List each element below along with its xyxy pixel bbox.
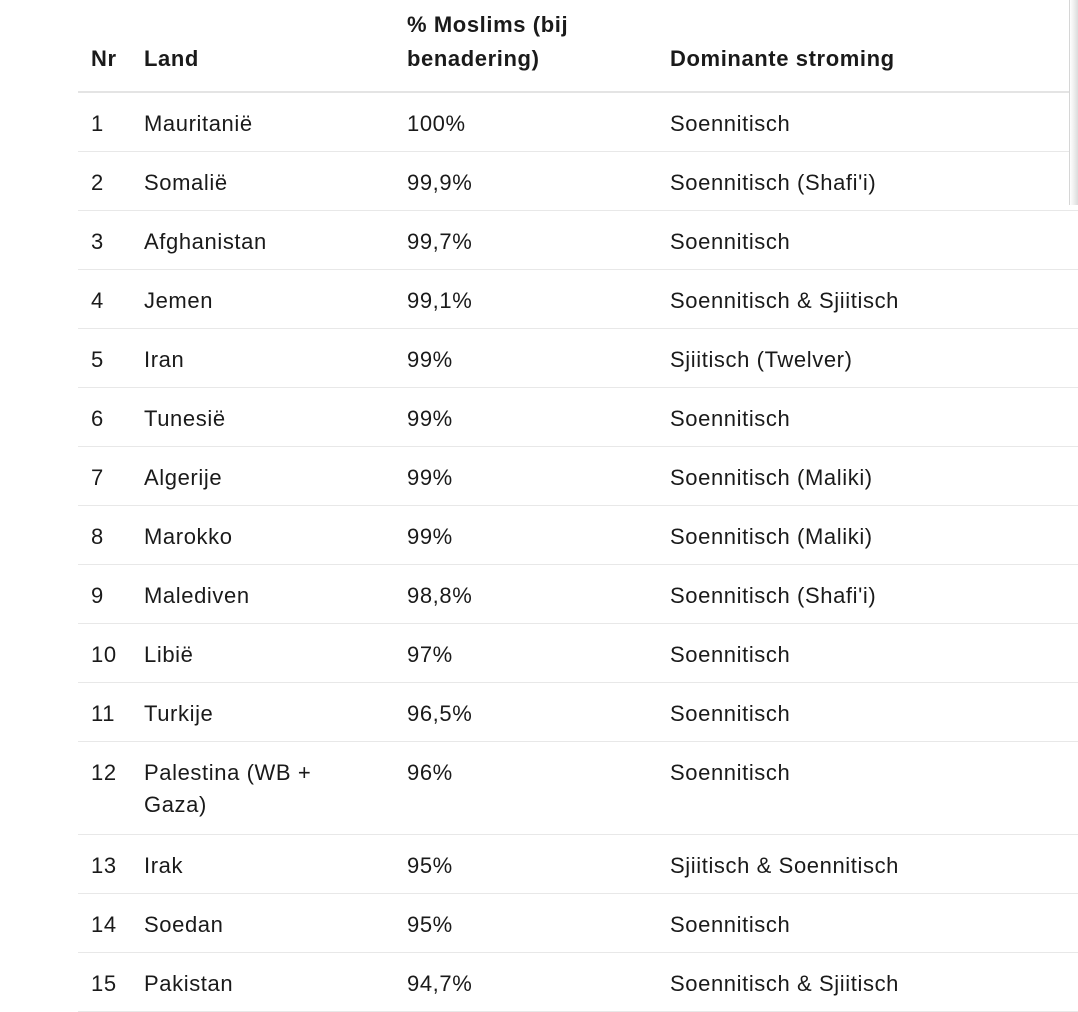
cell-percentage: 100% xyxy=(407,92,670,151)
table-row xyxy=(78,151,1078,210)
cell-percentage: 99,9% xyxy=(407,151,670,210)
cell-percentage: 99% xyxy=(407,328,670,387)
cell-dominant-stream: Soennitisch (Shafi'i) xyxy=(670,564,1078,623)
table-row xyxy=(78,328,1078,387)
table-row xyxy=(78,505,1078,564)
cell-percentage: 96,5% xyxy=(407,682,670,741)
cell-land: Tunesië xyxy=(144,387,407,446)
cell-nr: 11 xyxy=(78,682,144,741)
cell-land: Irak xyxy=(144,834,407,893)
header-nr: Nr xyxy=(78,0,144,92)
cell-dominant-stream: Soennitisch xyxy=(670,623,1078,682)
cell-land: Palestina (WB + Gaza) xyxy=(144,741,407,834)
muslim-countries-table xyxy=(78,0,1078,1012)
cell-dominant-stream: Soennitisch xyxy=(670,92,1078,151)
cell-land: Libië xyxy=(144,623,407,682)
cell-percentage: 99% xyxy=(407,387,670,446)
cell-percentage: 99,7% xyxy=(407,210,670,269)
cell-nr: 12 xyxy=(78,741,144,834)
table-row xyxy=(78,952,1078,1011)
cell-land: Marokko xyxy=(144,505,407,564)
cell-percentage: 98,8% xyxy=(407,564,670,623)
cell-nr: 4 xyxy=(78,269,144,328)
cell-dominant-stream: Soennitisch (Shafi'i) xyxy=(670,151,1078,210)
table-scroll-container[interactable] xyxy=(78,0,900,1000)
cell-percentage: 95% xyxy=(407,893,670,952)
cell-percentage: 94,7% xyxy=(407,952,670,1011)
cell-nr: 2 xyxy=(78,151,144,210)
cell-percentage: 99,1% xyxy=(407,269,670,328)
cell-nr: 3 xyxy=(78,210,144,269)
cell-dominant-stream: Soennitisch & Sjiitisch xyxy=(670,952,1078,1011)
header-land: Land xyxy=(144,0,407,92)
cell-nr: 10 xyxy=(78,623,144,682)
header-percentage: % Moslims (bij benadering) xyxy=(407,0,670,92)
table-row xyxy=(78,893,1078,952)
cell-land: Afghanistan xyxy=(144,210,407,269)
cell-nr: 14 xyxy=(78,893,144,952)
cell-nr: 6 xyxy=(78,387,144,446)
table-row xyxy=(78,834,1078,893)
cell-dominant-stream: Soennitisch (Maliki) xyxy=(670,505,1078,564)
page-scrollbar[interactable] xyxy=(1069,0,1078,205)
cell-dominant-stream: Soennitisch xyxy=(670,387,1078,446)
header-row xyxy=(78,0,1078,92)
cell-dominant-stream: Soennitisch xyxy=(670,210,1078,269)
cell-percentage: 99% xyxy=(407,446,670,505)
cell-dominant-stream: Soennitisch xyxy=(670,682,1078,741)
cell-nr: 8 xyxy=(78,505,144,564)
table-row xyxy=(78,92,1078,151)
cell-land: Mauritanië xyxy=(144,92,407,151)
cell-dominant-stream: Soennitisch (Maliki) xyxy=(670,446,1078,505)
cell-land: Iran xyxy=(144,328,407,387)
table-header xyxy=(78,0,1078,92)
cell-land: Malediven xyxy=(144,564,407,623)
cell-nr: 7 xyxy=(78,446,144,505)
cell-nr: 1 xyxy=(78,92,144,151)
table-row xyxy=(78,623,1078,682)
table-row xyxy=(78,446,1078,505)
cell-nr: 5 xyxy=(78,328,144,387)
cell-percentage: 97% xyxy=(407,623,670,682)
cell-land: Algerije xyxy=(144,446,407,505)
cell-land: Pakistan xyxy=(144,952,407,1011)
table-row xyxy=(78,564,1078,623)
header-dominant-stream: Dominante stroming xyxy=(670,0,1078,92)
cell-percentage: 99% xyxy=(407,505,670,564)
table-body xyxy=(78,92,1078,1011)
cell-land: Soedan xyxy=(144,893,407,952)
cell-dominant-stream: Sjiitisch & Soennitisch xyxy=(670,834,1078,893)
cell-land: Turkije xyxy=(144,682,407,741)
cell-land: Jemen xyxy=(144,269,407,328)
cell-nr: 9 xyxy=(78,564,144,623)
cell-dominant-stream: Soennitisch xyxy=(670,741,1078,834)
table-row xyxy=(78,741,1078,834)
cell-land: Somalië xyxy=(144,151,407,210)
table-row xyxy=(78,269,1078,328)
cell-dominant-stream: Sjiitisch (Twelver) xyxy=(670,328,1078,387)
table-row xyxy=(78,387,1078,446)
cell-dominant-stream: Soennitisch & Sjiitisch xyxy=(670,269,1078,328)
cell-nr: 13 xyxy=(78,834,144,893)
cell-percentage: 95% xyxy=(407,834,670,893)
cell-dominant-stream: Soennitisch xyxy=(670,893,1078,952)
table-row xyxy=(78,682,1078,741)
cell-nr: 15 xyxy=(78,952,144,1011)
table-row xyxy=(78,210,1078,269)
cell-percentage: 96% xyxy=(407,741,670,834)
